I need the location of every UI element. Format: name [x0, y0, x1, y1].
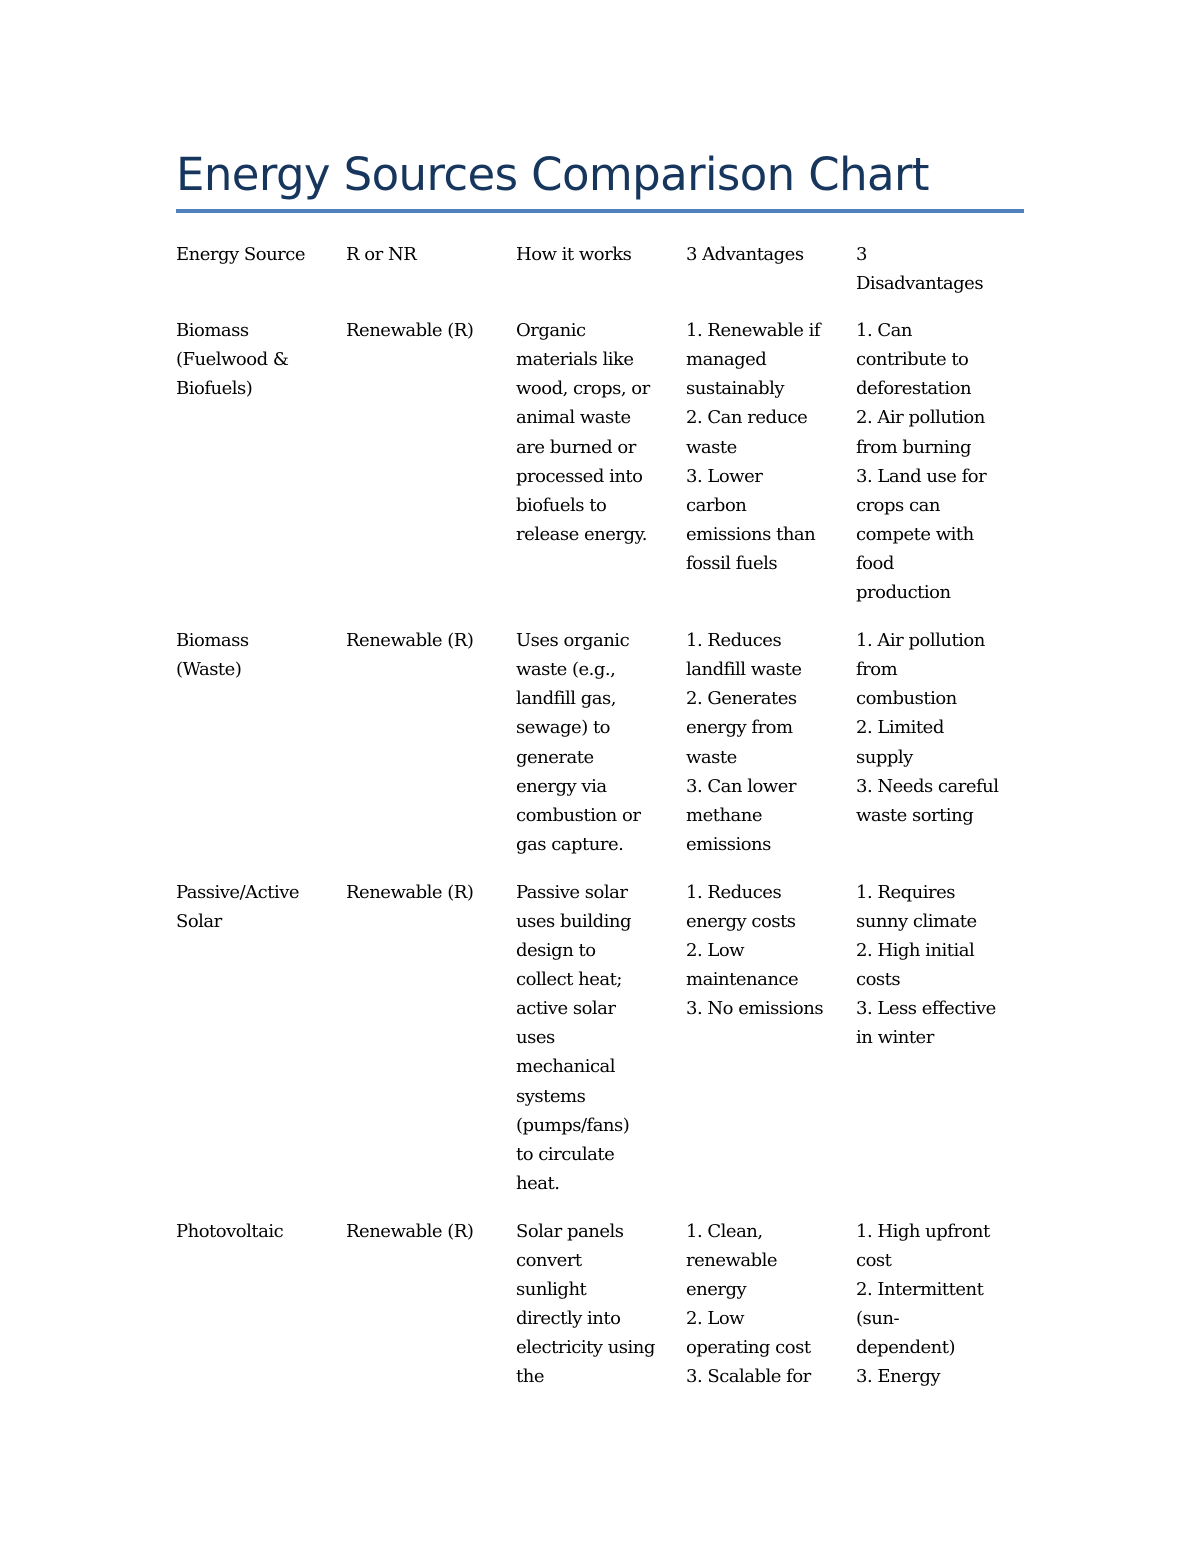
cell-how-it-works: Solar panels convert sunlight directly into electricity using the — [516, 1220, 655, 1388]
cell-energy-source: Passive/Active Solar — [176, 881, 300, 932]
cell-type: Renewable (R) — [346, 881, 474, 903]
cell-advantages: 1. Clean, renewable energy 2. Low operating cost 3. Scalable for — [686, 1220, 811, 1388]
cell-advantages: 1. Renewable if managed sustainably 2. Can reduce waste 3. Lower carbon emissions than fossil fuels — [686, 320, 821, 574]
cell-disadvantages: 1. Air pollution from combustion 2. Limited supply 3. Needs careful waste sorting — [856, 630, 999, 826]
cell-disadvantages: 1. High upfront cost 2. Intermittent (sun- dependent) 3. Energy — [856, 1220, 990, 1388]
header-energy-source: Energy Source — [176, 244, 306, 265]
cell-disadvantages: 1. Can contribute to deforestation 2. Air pollution from burning 3. Land use for crops can compete with food production — [856, 320, 987, 604]
cell-advantages: 1. Reduces energy costs 2. Low maintenance 3. No emissions — [686, 881, 824, 1020]
header-how-it-works: How it works — [516, 244, 632, 265]
header-r-or-nr: R or NR — [346, 244, 417, 265]
header-disadvantages: 3 Disadvantages — [856, 244, 984, 295]
cell-how-it-works: Passive solar uses building design to collect heat; active solar uses mechanical systems (pumps/fans) to circulate heat. — [516, 881, 631, 1194]
cell-energy-source: Biomass (Waste) — [176, 630, 249, 681]
cell-how-it-works: Uses organic waste (e.g., landfill gas, sewage) to generate energy via combustion or gas capture. — [516, 630, 641, 855]
cell-energy-source: Biomass (Fuelwood & Biofuels) — [176, 320, 289, 400]
table-row — [176, 878, 1024, 1198]
cell-disadvantages: 1. Requires sunny climate 2. High initial costs 3. Less effective in winter — [856, 881, 996, 1049]
cell-how-it-works: Organic materials like wood, crops, or animal waste are burned or processed into biofuels to release energy. — [516, 320, 650, 545]
cell-type: Renewable (R) — [346, 630, 474, 652]
table-header-row — [176, 240, 1024, 298]
cell-type: Renewable (R) — [346, 320, 474, 342]
title-underline — [176, 209, 1024, 213]
cell-energy-source: Photovoltaic — [176, 1220, 284, 1242]
comparison-table — [176, 240, 1024, 1391]
header-advantages: 3 Advantages — [686, 244, 804, 265]
table-row — [176, 626, 1024, 859]
cell-type: Renewable (R) — [346, 1220, 474, 1242]
page-title: Energy Sources Comparison Chart — [176, 148, 929, 201]
table-row — [176, 316, 1024, 607]
cell-advantages: 1. Reduces landfill waste 2. Generates energy from waste 3. Can lower methane emissions — [686, 630, 802, 855]
table-row — [176, 1217, 1024, 1392]
